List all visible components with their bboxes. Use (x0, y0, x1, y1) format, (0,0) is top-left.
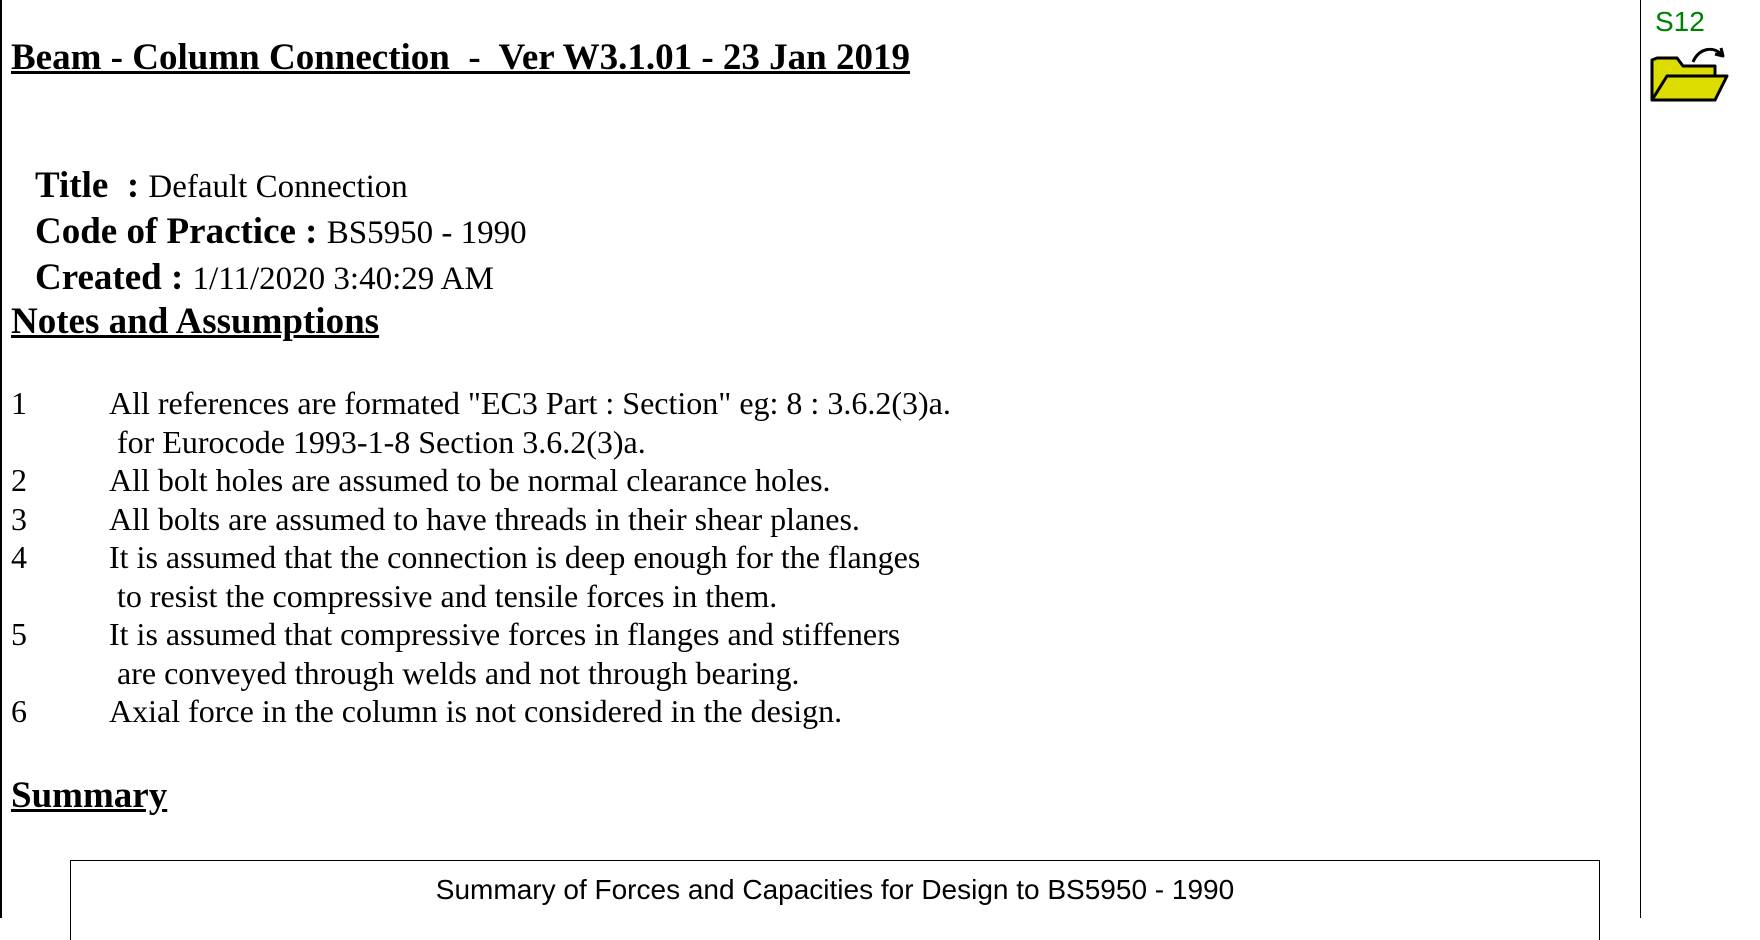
side-panel (1640, 0, 1760, 918)
note-item (11, 615, 1211, 692)
summary-table-caption: Summary of Forces and Capacities for Design to BS5950 - 1990 (435, 874, 1235, 905)
note-number: 5 (11, 616, 27, 652)
report-page (10, 0, 1630, 918)
note-number: 3 (11, 500, 27, 537)
note-number: 4 (11, 539, 27, 575)
note-text: It is assumed that the connection is deep enough for the flanges to resist the compressive and tensile forces in them. (109, 539, 921, 614)
note-text: All bolt holes are assumed to be normal clearance holes. (109, 462, 831, 498)
title-label: Title : (35, 165, 149, 206)
meta-title-row (11, 117, 527, 206)
note-item (11, 461, 1211, 500)
created-label: Created : (35, 257, 193, 298)
note-item (11, 500, 1211, 539)
sheet-reference: S12 (1655, 6, 1705, 37)
document-meta (11, 117, 527, 298)
note-text: All bolts are assumed to have threads in their shear planes. (109, 500, 860, 537)
note-number: 1 (11, 385, 27, 421)
note-text: Axial force in the column is not considered in the design. (109, 693, 843, 729)
code-of-practice-value: BS5950 - 1990 (326, 215, 527, 251)
folder-open-icon[interactable] (1649, 40, 1729, 106)
note-item (11, 384, 1211, 461)
summary-table (70, 860, 1600, 940)
summary-heading: Summary (11, 775, 168, 816)
document-title: Beam - Column Connection - Ver W3.1.01 - 23 Jan 2019 (11, 37, 911, 78)
notes-list (11, 384, 1211, 731)
note-text: All references are formated "EC3 Part : Section" eg: 8 : 3.6.2(3)a. for Eurocode 1993-1-8 Section 3.6.2(3)a. (109, 385, 951, 460)
note-item (11, 538, 1211, 615)
note-number: 2 (11, 462, 27, 498)
page-left-border (0, 0, 2, 918)
note-text: It is assumed that compressive forces in flanges and stiffeners are conveyed through welds and not through bearing. (109, 616, 901, 691)
note-number: 6 (11, 693, 27, 729)
notes-heading: Notes and Assumptions (11, 301, 380, 342)
created-value: 1/11/2020 3:40:29 AM (192, 261, 494, 297)
note-item (11, 692, 1211, 731)
code-of-practice-label: Code of Practice : (35, 211, 327, 252)
title-value: Default Connection (148, 169, 408, 205)
